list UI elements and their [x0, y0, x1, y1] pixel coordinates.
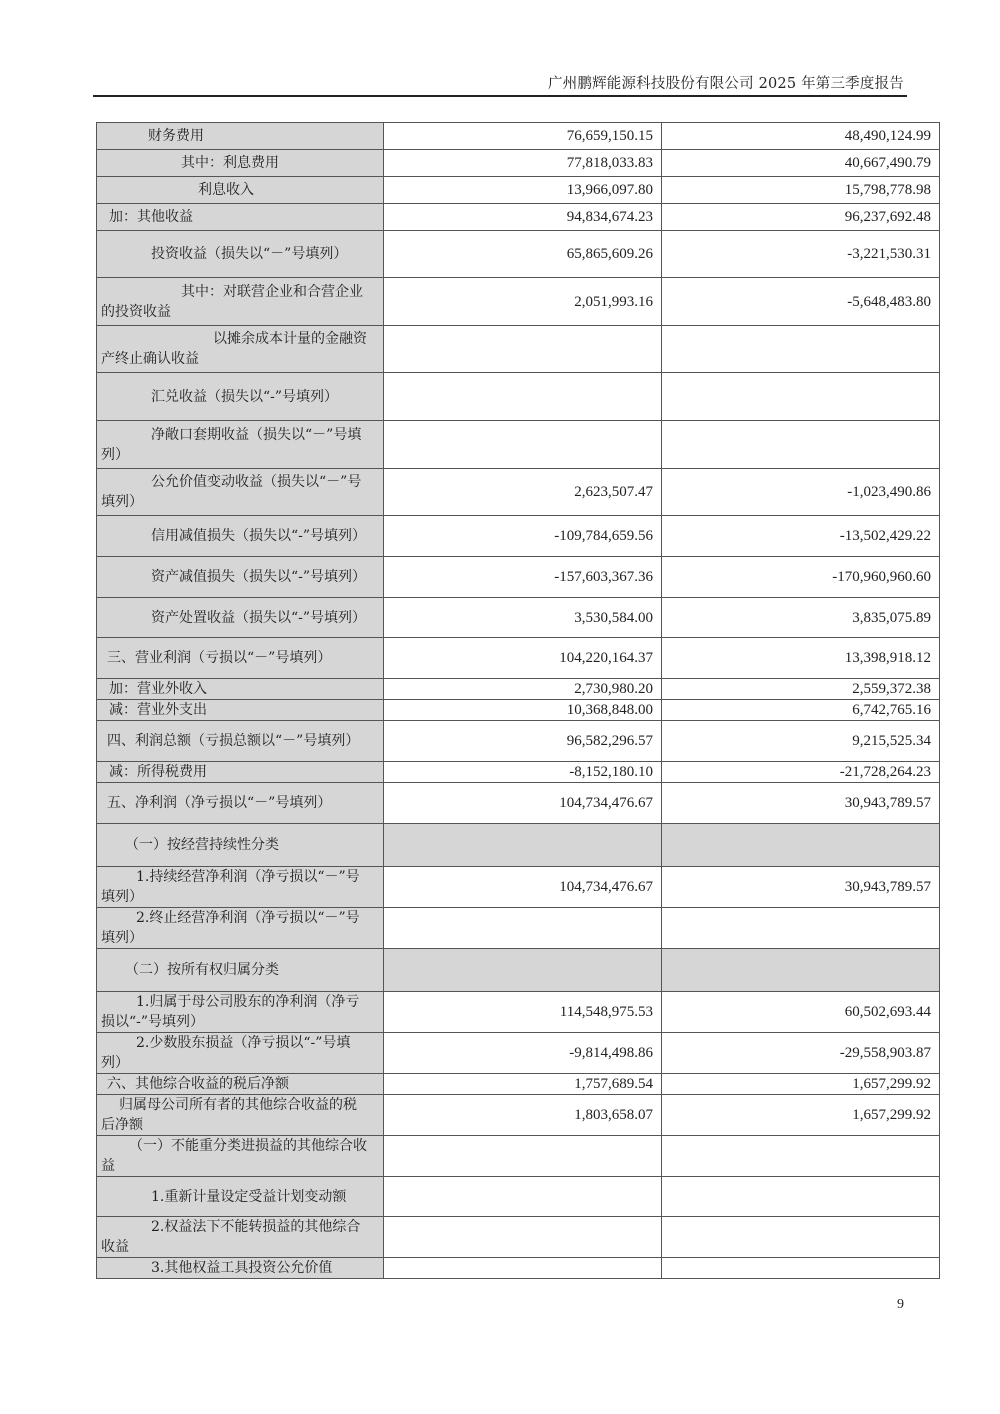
current-period-value: -9,814,498.86: [384, 1033, 662, 1074]
row-label: 1.持续经营净利润（净亏损以“－”号填列）: [97, 867, 384, 908]
prior-period-value: 6,742,765.16: [662, 700, 940, 721]
prior-period-value: [662, 1177, 940, 1217]
row-label: 利息收入: [97, 177, 384, 204]
table-row: [97, 1074, 940, 1095]
table-row: [97, 1136, 940, 1177]
prior-period-value: 1,657,299.92: [662, 1095, 940, 1136]
prior-period-value: 48,490,124.99: [662, 123, 940, 150]
row-label: 汇兑收益（损失以“-”号填列）: [97, 373, 384, 421]
current-period-value: 2,051,993.16: [384, 278, 662, 326]
prior-period-value: [662, 1217, 940, 1258]
current-period-value: 2,730,980.20: [384, 679, 662, 700]
income-statement-table: [96, 122, 940, 1279]
row-label: 财务费用: [97, 123, 384, 150]
current-period-value: [384, 824, 662, 867]
row-label: 2.权益法下不能转损益的其他综合收益: [97, 1217, 384, 1258]
table-row: [97, 783, 940, 824]
current-period-value: [384, 908, 662, 949]
row-label: 以摊余成本计量的金融资产终止确认收益: [97, 326, 384, 373]
prior-period-value: 40,667,490.79: [662, 150, 940, 177]
current-period-value: 1,803,658.07: [384, 1095, 662, 1136]
row-label: 减：所得税费用: [97, 762, 384, 783]
prior-period-value: [662, 1136, 940, 1177]
row-label: 信用减值损失（损失以“-”号填列）: [97, 516, 384, 557]
prior-period-value: [662, 908, 940, 949]
prior-period-value: 9,215,525.34: [662, 721, 940, 762]
table-row: [97, 638, 940, 679]
row-label: 资产减值损失（损失以“-”号填列）: [97, 557, 384, 598]
prior-period-value: -29,558,903.87: [662, 1033, 940, 1074]
row-label: 归属母公司所有者的其他综合收益的税后净额: [97, 1095, 384, 1136]
current-period-value: 104,220,164.37: [384, 638, 662, 679]
prior-period-value: -3,221,530.31: [662, 231, 940, 278]
table-row: [97, 557, 940, 598]
table-row: [97, 373, 940, 421]
row-label: 净敞口套期收益（损失以“－”号填列）: [97, 421, 384, 469]
table-row: [97, 278, 940, 326]
table-row: [97, 1033, 940, 1074]
prior-period-value: [662, 949, 940, 992]
table-row: [97, 231, 940, 278]
current-period-value: -157,603,367.36: [384, 557, 662, 598]
row-label: （一）按经营持续性分类: [97, 824, 384, 867]
prior-period-value: -1,023,490.86: [662, 469, 940, 516]
table-row: [97, 1095, 940, 1136]
current-period-value: 13,966,097.80: [384, 177, 662, 204]
current-period-value: [384, 1136, 662, 1177]
prior-period-value: -21,728,264.23: [662, 762, 940, 783]
current-period-value: 114,548,975.53: [384, 992, 662, 1033]
table-row: [97, 177, 940, 204]
table-row: [97, 204, 940, 231]
prior-period-value: 30,943,789.57: [662, 783, 940, 824]
prior-period-value: 96,237,692.48: [662, 204, 940, 231]
table-row: [97, 949, 940, 992]
table-row: [97, 721, 940, 762]
row-label: 五、净利润（净亏损以“－”号填列）: [97, 783, 384, 824]
table-row: [97, 867, 940, 908]
current-period-value: 65,865,609.26: [384, 231, 662, 278]
row-label: 其中：利息费用: [97, 150, 384, 177]
prior-period-value: 60,502,693.44: [662, 992, 940, 1033]
table-row: [97, 123, 940, 150]
current-period-value: 94,834,674.23: [384, 204, 662, 231]
row-label: 2.终止经营净利润（净亏损以“－”号填列）: [97, 908, 384, 949]
prior-period-value: [662, 824, 940, 867]
table-row: [97, 469, 940, 516]
current-period-value: 1,757,689.54: [384, 1074, 662, 1095]
current-period-value: 76,659,150.15: [384, 123, 662, 150]
row-label: 资产处置收益（损失以“-”号填列）: [97, 598, 384, 638]
table-row: [97, 908, 940, 949]
prior-period-value: [662, 1258, 940, 1279]
prior-period-value: 15,798,778.98: [662, 177, 940, 204]
current-period-value: 104,734,476.67: [384, 867, 662, 908]
prior-period-value: 2,559,372.38: [662, 679, 940, 700]
table-row: [97, 516, 940, 557]
report-header-title: 广州鹏辉能源科技股份有限公司 2025 年第三季度报告: [547, 76, 904, 92]
row-label: 1.重新计量设定受益计划变动额: [97, 1177, 384, 1217]
current-period-value: [384, 373, 662, 421]
table-row: [97, 1217, 940, 1258]
prior-period-value: -5,648,483.80: [662, 278, 940, 326]
table-row: [97, 1177, 940, 1217]
current-period-value: [384, 326, 662, 373]
prior-period-value: [662, 421, 940, 469]
current-period-value: 10,368,848.00: [384, 700, 662, 721]
table-row: [97, 824, 940, 867]
prior-period-value: 13,398,918.12: [662, 638, 940, 679]
current-period-value: 104,734,476.67: [384, 783, 662, 824]
current-period-value: [384, 949, 662, 992]
prior-period-value: -170,960,960.60: [662, 557, 940, 598]
table-row: [97, 598, 940, 638]
current-period-value: 77,818,033.83: [384, 150, 662, 177]
prior-period-value: 3,835,075.89: [662, 598, 940, 638]
prior-period-value: -13,502,429.22: [662, 516, 940, 557]
table-row: [97, 700, 940, 721]
current-period-value: 96,582,296.57: [384, 721, 662, 762]
row-label: 加：营业外收入: [97, 679, 384, 700]
row-label: （二）按所有权归属分类: [97, 949, 384, 992]
table-row: [97, 326, 940, 373]
prior-period-value: 30,943,789.57: [662, 867, 940, 908]
row-label: 投资收益（损失以“－”号填列）: [97, 231, 384, 278]
prior-period-value: [662, 326, 940, 373]
current-period-value: 3,530,584.00: [384, 598, 662, 638]
prior-period-value: 1,657,299.92: [662, 1074, 940, 1095]
current-period-value: -8,152,180.10: [384, 762, 662, 783]
current-period-value: 2,623,507.47: [384, 469, 662, 516]
row-label: 公允价值变动收益（损失以“－”号填列）: [97, 469, 384, 516]
row-label: 其中：对联营企业和合营企业的投资收益: [97, 278, 384, 326]
row-label: 2.少数股东损益（净亏损以“-”号填列）: [97, 1033, 384, 1074]
current-period-value: [384, 421, 662, 469]
table-row: [97, 679, 940, 700]
row-label: 1.归属于母公司股东的净利润（净亏损以“-”号填列）: [97, 992, 384, 1033]
prior-period-value: [662, 373, 940, 421]
table-row: [97, 762, 940, 783]
header-divider: [93, 95, 907, 97]
current-period-value: -109,784,659.56: [384, 516, 662, 557]
table-row: [97, 150, 940, 177]
current-period-value: [384, 1217, 662, 1258]
row-label: 三、营业利润（亏损以“－”号填列）: [97, 638, 384, 679]
row-label: 四、利润总额（亏损总额以“－”号填列）: [97, 721, 384, 762]
table-row: [97, 421, 940, 469]
row-label: 六、其他综合收益的税后净额: [97, 1074, 384, 1095]
table-row: [97, 1258, 940, 1279]
row-label: 减：营业外支出: [97, 700, 384, 721]
row-label: 3.其他权益工具投资公允价值: [97, 1258, 384, 1279]
row-label: 加：其他收益: [97, 204, 384, 231]
current-period-value: [384, 1258, 662, 1279]
page-number: 9: [897, 1297, 904, 1312]
table-row: [97, 992, 940, 1033]
current-period-value: [384, 1177, 662, 1217]
row-label: （一）不能重分类进损益的其他综合收益: [97, 1136, 384, 1177]
